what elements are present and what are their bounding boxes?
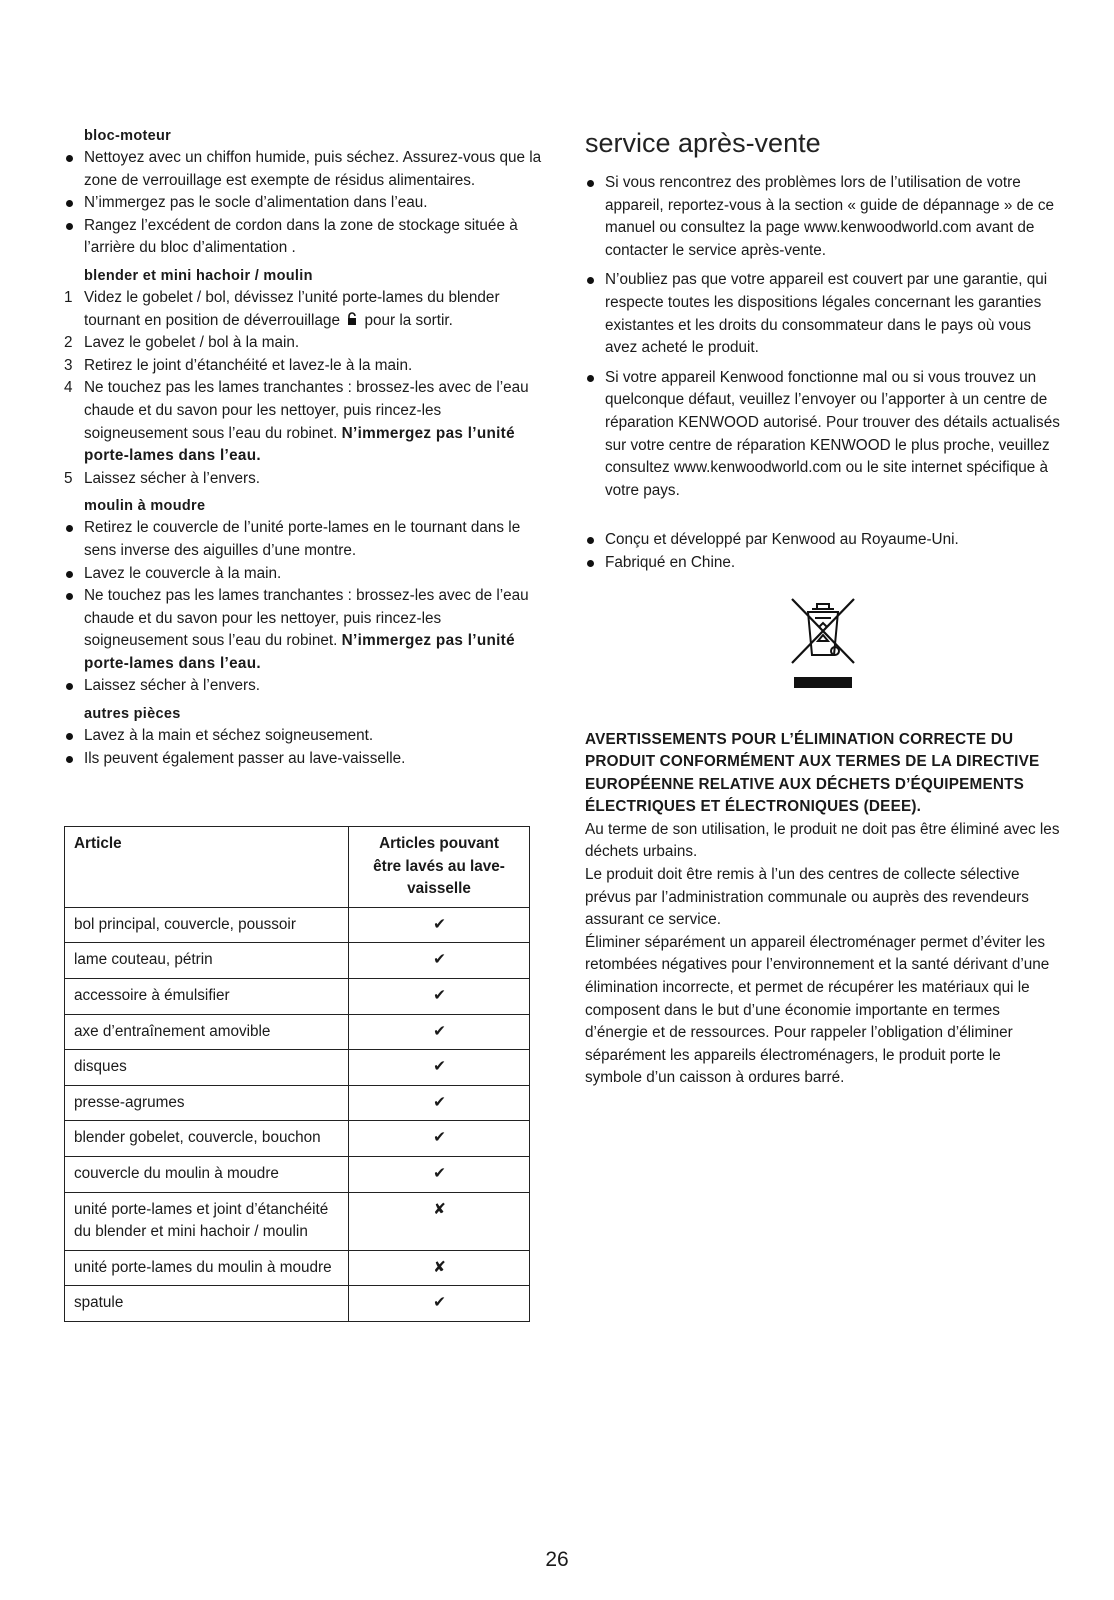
step-number: 5	[64, 469, 73, 487]
table-row	[65, 1121, 530, 1157]
list-item: 5 Laissez sécher à l’envers.	[64, 468, 544, 491]
list-item: N’oubliez pas que votre appareil est couvert par une garantie, qui respecte toutes les dispositions légales concernant les garanties existantes et les droits du consommateur dans le pays où vous avez acheté le produit.	[605, 271, 1048, 357]
table-row	[65, 1050, 530, 1086]
weee-paragraph: Le produit doit être remis à l’un des centres de collecte sélective prévus par l’administration communale ou auprès des revendeurs assurant ce service.	[585, 866, 1029, 929]
table-cell-article: unité porte-lames du moulin à moudre	[65, 1250, 349, 1286]
table-cell-article: accessoire à émulsifier	[65, 978, 349, 1014]
check-icon: ✔	[349, 1156, 530, 1192]
section-heading-blender: blender et mini hachoir / moulin	[84, 267, 313, 284]
step-number: 1	[64, 288, 73, 306]
dishwasher-table	[64, 826, 530, 1322]
check-icon: ✔	[349, 1286, 530, 1322]
table-row	[65, 1156, 530, 1192]
weee-paragraph: Au terme de son utilisation, le produit ne doit pas être éliminé avec les déchets urbains.	[585, 820, 1060, 861]
table-cell-article: blender gobelet, couvercle, bouchon	[65, 1121, 349, 1157]
warning-text: N’immergez pas l’unité porte-lames dans l’eau.	[84, 424, 515, 465]
check-icon: ✔	[349, 1014, 530, 1050]
cross-icon: ✘	[349, 1192, 530, 1250]
list-item: Rangez l’excédent de cordon dans la zone de stockage située à l’arrière du bloc d’alimentation .	[84, 216, 518, 257]
check-icon: ✔	[349, 978, 530, 1014]
unlock-icon	[347, 312, 357, 326]
list-item: Lavez à la main et séchez soigneusement.	[84, 727, 374, 745]
table-cell-article: disques	[65, 1050, 349, 1086]
table-cell-article: axe d’entraînement amovible	[65, 1014, 349, 1050]
table-cell-article: bol principal, couvercle, poussoir	[65, 907, 349, 943]
table-row	[65, 978, 530, 1014]
table-row	[65, 1250, 530, 1286]
crossed-bin-icon	[788, 595, 858, 691]
section-heading-bloc-moteur: bloc-moteur	[84, 128, 172, 144]
column-header-article: Article	[65, 827, 349, 908]
list-item: 4 Ne touchez pas les lames tranchantes : brossez-les avec de l’eau chaude et du savon pour les nettoyer, puis rincez-les soigneusement sous l’eau du robinet. N’immergez pas l’unité porte-lames dans l’eau.	[64, 379, 529, 465]
table-row	[65, 1014, 530, 1050]
right-column	[585, 126, 1060, 1090]
step-number: 2	[64, 334, 73, 352]
check-icon: ✔	[349, 1050, 530, 1086]
list-item: Ils peuvent également passer au lave-vaisselle.	[84, 749, 406, 767]
table-row	[65, 907, 530, 943]
column-header-dishwasher: Articles pouvant être lavés au lave-vaisselle	[349, 827, 530, 908]
list-item: N’immergez pas le socle d’alimentation dans l’eau.	[84, 194, 428, 212]
weee-paragraph: Éliminer séparément un appareil électroménager permet d’éviter les retombées négatives pour l’environnement et la santé dérivant d’une élimination incorrecte, et permet de récupérer les matériaux qui le composent dans le but d’une économie importante en termes d’énergie et de ressources. Pour rappeler l’obligation d’éliminer séparément les appareils électroménagers, le produit porte le symbole d’un caisson à ordures barré.	[585, 933, 1050, 1087]
page-number: 26	[545, 1548, 569, 1571]
list-item: Si votre appareil Kenwood fonctionne mal ou si vous trouvez un quelconque défaut, veuillez l’envoyer ou l’apporter à un centre de réparation KENWOOD autorisé. Pour trouver des détails actualisés sur votre centre de réparation KENWOOD le plus proche, veuillez consultez www.kenwoodworld.com ou le site internet spécifique à votre pays.	[605, 368, 1060, 499]
list-item: Fabriqué en Chine.	[605, 553, 736, 571]
table-cell-article: spatule	[65, 1286, 349, 1322]
list-item: Si vous rencontrez des problèmes lors de l’utilisation de votre appareil, reportez-vous à la section « guide de dépannage » de ce manuel ou consultez la page www.kenwoodworld.com avant de contacter le service après-vente.	[605, 174, 1055, 259]
list-item: Nettoyez avec un chiffon humide, puis séchez. Assurez-vous que la zone de verrouillage est exempte de résidus alimentaires.	[84, 149, 542, 189]
cross-icon: ✘	[349, 1250, 530, 1286]
page-title: service après-vente	[585, 128, 821, 158]
list-item: Lavez le couvercle à la main.	[84, 564, 282, 582]
table-cell-article: couvercle du moulin à moudre	[65, 1156, 349, 1192]
weee-symbol	[585, 595, 1060, 695]
table-row	[65, 1085, 530, 1121]
list-item: Laissez sécher à l’envers.	[84, 677, 260, 695]
table-header-row	[65, 827, 530, 908]
check-icon: ✔	[349, 943, 530, 979]
warning-text: N’immergez pas l’unité porte-lames dans l’eau.	[84, 632, 515, 672]
table-row	[65, 1286, 530, 1322]
list-item: Conçu et développé par Kenwood au Royaume-Uni.	[605, 531, 959, 549]
table-cell-article: presse-agrumes	[65, 1085, 349, 1121]
left-column	[64, 126, 544, 770]
list-item: Retirez le couvercle de l’unité porte-lames en le tournant dans le sens inverse des aiguilles d’une montre.	[84, 519, 521, 559]
list-item: 3 Retirez le joint d’étanchéité et lavez-le à la main.	[64, 355, 544, 378]
table-row	[65, 943, 530, 979]
list-item: 2 Lavez le gobelet / bol à la main.	[64, 332, 544, 355]
table-cell-article: lame couteau, pétrin	[65, 943, 349, 979]
list-item: Ne touchez pas les lames tranchantes : brossez-les avec de l’eau chaude et du savon pour les nettoyer, puis rincez-les soigneusement sous l’eau du robinet. N’immergez pas l’unité porte-lames dans l’eau.	[84, 587, 529, 672]
check-icon: ✔	[349, 1085, 530, 1121]
step-number: 4	[64, 379, 73, 397]
check-icon: ✔	[349, 1121, 530, 1157]
step-number: 3	[64, 356, 73, 374]
section-heading-autres: autres pièces	[84, 706, 181, 723]
section-heading-moulin: moulin à moudre	[84, 498, 206, 515]
table-cell-article: unité porte-lames et joint d’étanchéité du blender et mini hachoir / moulin	[65, 1192, 349, 1250]
weee-heading: AVERTISSEMENTS POUR L’ÉLIMINATION CORRECTE DU PRODUIT CONFORMÉMENT AUX TERMES DE LA DIRECTIVE EUROPÉENNE RELATIVE AUX DÉCHETS D’ÉQUIPEMENTS ÉLECTRIQUES ET ÉLECTRONIQUES (DEEE).	[585, 730, 1040, 816]
list-item: 1 Videz le gobelet / bol, dévissez l’unité porte-lames du blender tournant en position de déverrouillage pour la sortir.	[64, 288, 500, 329]
check-icon: ✔	[349, 907, 530, 943]
table-row	[65, 1192, 530, 1250]
